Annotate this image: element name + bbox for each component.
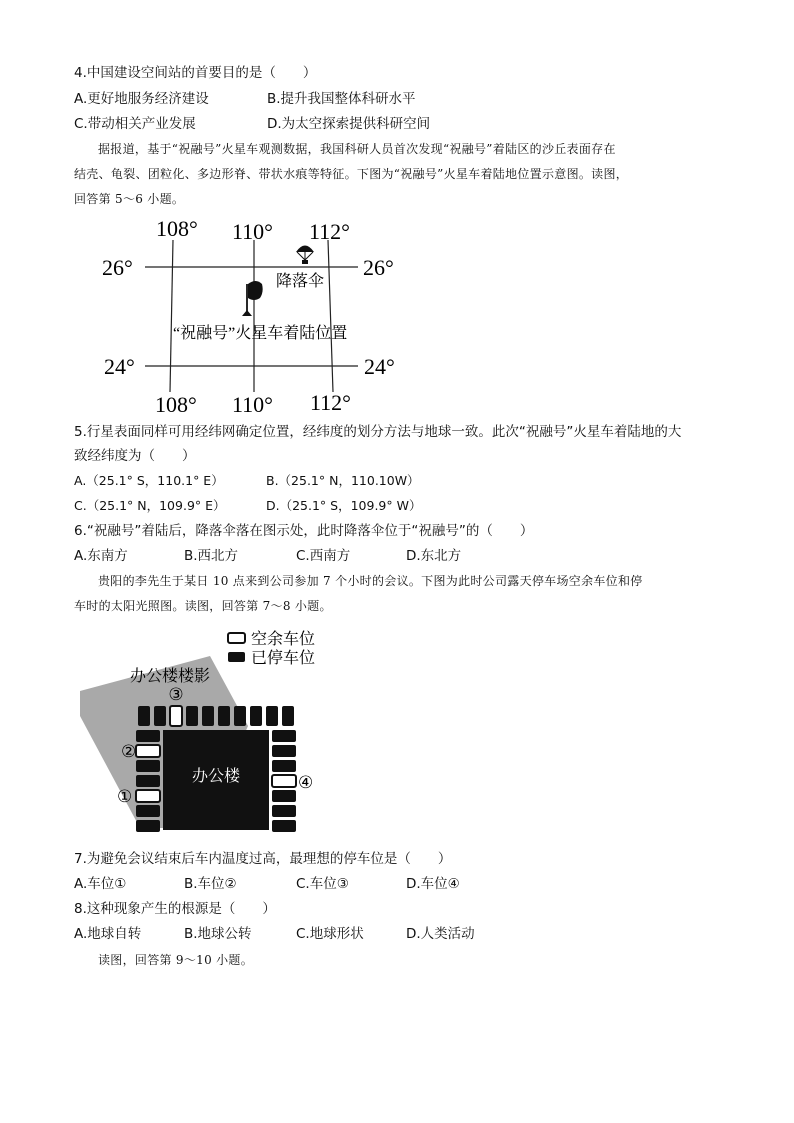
lat-26-left-label: 26° bbox=[102, 255, 133, 280]
passage1-line1: 据报道，基于“祝融号”火星车观测数据，我国科研人员首次发现“祝融号”着陆区的沙丘表面存在 bbox=[98, 142, 616, 156]
parking-lot-diagram bbox=[76, 626, 336, 836]
q4-option-d: D.为太空探索提供科研空间 bbox=[267, 116, 431, 132]
right-parking-column bbox=[272, 730, 296, 832]
spot-4 bbox=[272, 775, 296, 787]
lon-top-108: 108° bbox=[156, 216, 198, 241]
q8-option-d: D.人类活动 bbox=[406, 926, 475, 942]
q8-option-c: C.地球形状 bbox=[296, 926, 364, 942]
spot-1 bbox=[136, 790, 160, 802]
lon-top-110: 110° bbox=[232, 219, 273, 244]
q7-stem: 7.为避免会议结束后车内温度过高，最理想的停车位是（ ） bbox=[74, 851, 452, 867]
shadow-label: 办公楼楼影 bbox=[130, 668, 211, 685]
spot-3-label: ③ bbox=[168, 685, 184, 704]
q5-option-d: D.（25.1° S，109.9° W） bbox=[266, 498, 422, 513]
passage2-line2: 车时的太阳光照图。读图，回答第 7～8 小题。 bbox=[74, 599, 332, 613]
q7-option-c: C.车位③ bbox=[296, 876, 349, 892]
q4-stem: 4.中国建设空间站的首要目的是（ ） bbox=[74, 65, 317, 81]
legend-empty-swatch bbox=[228, 633, 245, 643]
q6-option-c: C.西南方 bbox=[296, 548, 351, 564]
lon-112-line bbox=[328, 240, 333, 392]
q8-stem: 8.这种现象产生的根源是（ ） bbox=[74, 901, 276, 917]
q6-option-d: D.东北方 bbox=[406, 548, 462, 564]
lon-bottom-108: 108° bbox=[155, 392, 197, 417]
q6-option-a: A.东南方 bbox=[74, 548, 128, 564]
q6-option-b: B.西北方 bbox=[184, 548, 239, 564]
spot-3 bbox=[170, 706, 182, 726]
q5-option-a: A.（25.1° S，110.1° E） bbox=[74, 473, 224, 488]
legend-parked-swatch bbox=[228, 652, 245, 662]
landing-location-map bbox=[100, 212, 410, 417]
q8-option-b: B.地球公转 bbox=[184, 926, 252, 942]
parachute-label: 降落伞 bbox=[276, 273, 325, 290]
lat-26-right-label: 26° bbox=[363, 255, 394, 280]
spot-4-label: ④ bbox=[298, 773, 314, 792]
q7-option-d: D.车位④ bbox=[406, 876, 460, 892]
left-parking-column bbox=[136, 730, 160, 832]
q7-option-b: B.车位② bbox=[184, 876, 237, 892]
q5-stem-line2: 致经纬度为（ ） bbox=[74, 448, 196, 464]
passage1-line3: 回答第 5～6 小题。 bbox=[74, 192, 185, 206]
lat-24-right-label: 24° bbox=[364, 354, 395, 379]
passage1-line2: 结壳、龟裂、团粒化、多边形脊、带状水痕等特征。下图为“祝融号”火星车着陆地位置示意图。读图， bbox=[74, 167, 629, 181]
flag-icon bbox=[242, 281, 263, 316]
parachute-icon bbox=[296, 246, 314, 265]
lon-bottom-110: 110° bbox=[232, 392, 273, 417]
legend-parked-label: 已停车位 bbox=[251, 650, 316, 667]
lon-108-line bbox=[170, 240, 173, 392]
passage2-line1: 贵阳的李先生于某日 10 点来到公司参加 7 个小时的会议。下图为此时公司露天停车场空余车位和停 bbox=[98, 574, 643, 588]
spot-2-label: ② bbox=[121, 742, 137, 761]
q8-option-a: A.地球自转 bbox=[74, 926, 142, 942]
lon-bottom-112: 112° bbox=[310, 390, 351, 415]
spot-1-label: ① bbox=[117, 787, 133, 806]
q4-option-c: C.带动相关产业发展 bbox=[74, 116, 196, 132]
q7-option-a: A.车位① bbox=[74, 876, 127, 892]
landing-label: “祝融号”火星车着陆位置 bbox=[173, 325, 348, 342]
spot-2 bbox=[136, 745, 160, 757]
building-label: 办公楼 bbox=[191, 768, 241, 785]
q5-option-b: B.（25.1° N，110.10W） bbox=[266, 473, 420, 488]
q5-option-c: C.（25.1° N，109.9° E） bbox=[74, 498, 226, 513]
q5-stem-line1: 5.行星表面同样可用经纬网确定位置，经纬度的划分方法与地球一致。此次“祝融号”火星车着陆地的大 bbox=[74, 424, 682, 440]
lon-top-112: 112° bbox=[309, 219, 350, 244]
q4-option-a: A.更好地服务经济建设 bbox=[74, 91, 209, 107]
q4-option-b: B.提升我国整体科研水平 bbox=[267, 91, 416, 107]
q6-stem: 6.“祝融号”着陆后，降落伞落在图示处，此时降落伞位于“祝融号”的（ ） bbox=[74, 523, 534, 539]
passage3-line1: 读图，回答第 9～10 小题。 bbox=[98, 953, 254, 967]
lat-24-left-label: 24° bbox=[104, 354, 135, 379]
legend-empty-label: 空余车位 bbox=[251, 631, 316, 648]
